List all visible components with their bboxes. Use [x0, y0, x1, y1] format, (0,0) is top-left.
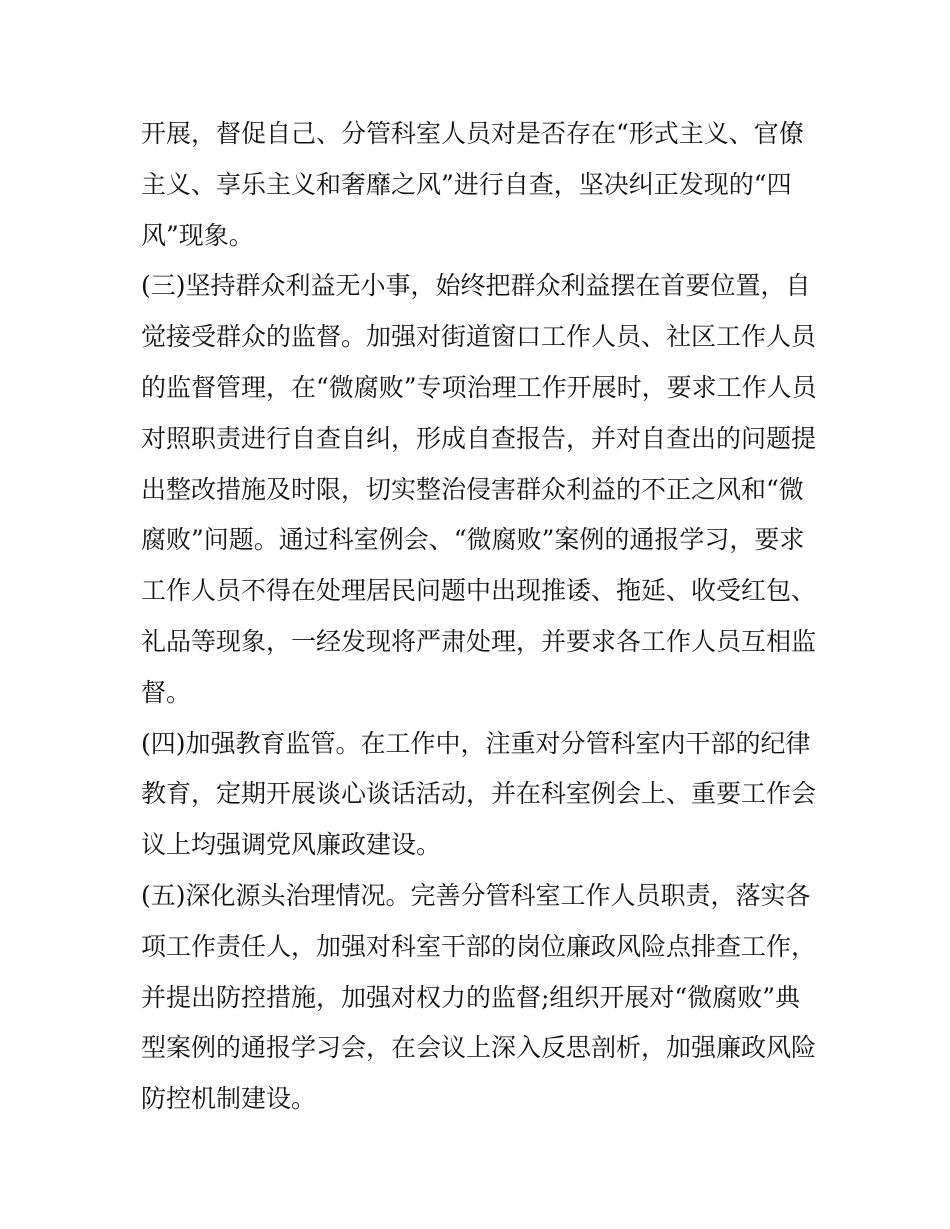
text-line: 对照职责进行自查自纠，形成自查报告，并对自查出的问题提	[141, 423, 817, 453]
text-line: 出整改措施及时限，切实整治侵害群众利益的不正之风和“微	[141, 474, 804, 504]
text-line: 并提出防控措施，加强对权力的监督;组织开展对“微腐败”典	[141, 982, 800, 1012]
text-line: 主义、享乐主义和奢靡之风”进行自查，坚决纠正发现的“四	[141, 169, 792, 199]
text-line: 督。	[141, 677, 192, 707]
text-line: (三)坚持群众利益无小事，始终把群众利益摆在首要位置，自	[141, 271, 811, 301]
text-line: 型案例的通报学习会，在会议上深入反思剖析，加强廉政风险	[141, 1033, 817, 1063]
text-line: (五)深化源头治理情况。完善分管科室工作人员职责，落实各	[141, 880, 811, 910]
text-line: 项工作责任人，加强对科室干部的岗位廉政风险点排查工作，	[141, 931, 817, 961]
text-line: 工作人员不得在处理居民问题中出现推诿、拖延、收受红包、	[141, 576, 817, 606]
text-line: 议上均强调党风廉政建设。	[141, 830, 442, 860]
text-line: 的监督管理，在“微腐败”专项治理工作开展时，要求工作人员	[141, 372, 817, 402]
text-line: (四)加强教育监管。在工作中，注重对分管科室内干部的纪律	[141, 728, 811, 758]
text-line: 礼品等现象，一经发现将严肃处理，并要求各工作人员互相监	[141, 626, 817, 656]
text-line: 腐败”问题。通过科室例会、“微腐败”案例的通报学习，要求	[141, 525, 805, 555]
text-line: 风”现象。	[141, 220, 254, 250]
text-line: 开展，督促自己、分管科室人员对是否存在“形式主义、官僚	[141, 119, 804, 148]
text-line: 觉接受群众的监督。加强对街道窗口工作人员、社区工作人员	[141, 322, 817, 352]
document-body	[141, 109, 821, 1125]
text-line: 教育，定期开展谈心谈话活动，并在科室例会上、重要工作会	[141, 779, 817, 809]
text-line: 防控机制建设。	[141, 1084, 317, 1114]
